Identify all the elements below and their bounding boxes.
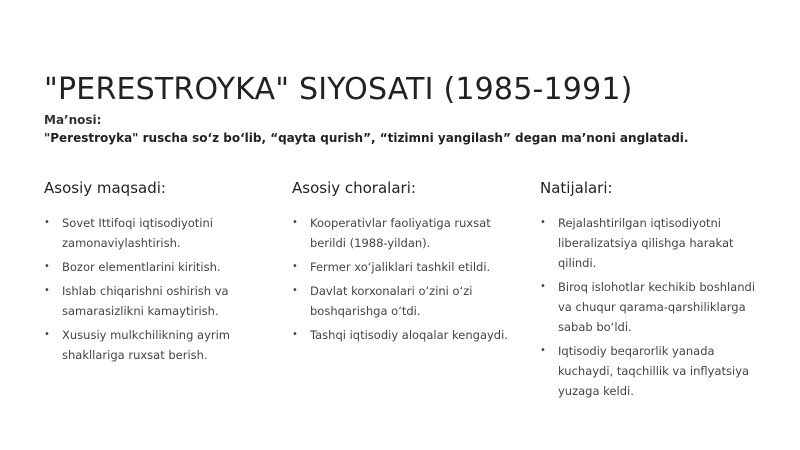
bullet-icon: • [292, 285, 298, 296]
bullet-icon: • [44, 285, 50, 296]
bullet-icon: • [44, 217, 50, 228]
list-item-text: Ishlab chiqarishni oshirish va samarasizlikni kamaytirish. [62, 284, 229, 318]
meaning-label: Ma’nosi: [44, 113, 102, 127]
list-item [44, 257, 274, 277]
list-item-text: Fermer xo‘jaliklari tashkil etildi. [310, 260, 491, 274]
bullet-list [44, 213, 274, 365]
page-title: "PERESTROYKA" SIYOSATI (1985-1991) [44, 72, 633, 108]
list-item-text: Bozor elementlarini kiritish. [62, 260, 221, 274]
bullet-list [540, 213, 770, 401]
column-heading: Asosiy maqsadi: [44, 179, 166, 197]
column-heading: Natijalari: [540, 179, 613, 197]
bullet-icon: • [44, 329, 50, 340]
bullet-icon: • [540, 217, 546, 228]
list-item-text: Tashqi iqtisodiy aloqalar kengaydi. [310, 328, 508, 342]
bullet-icon: • [540, 281, 546, 292]
bullet-icon: • [292, 217, 298, 228]
list-item-text: Kooperativlar faoliyatiga ruxsat berildi (1988-yildan). [310, 216, 491, 250]
bullet-icon: • [540, 345, 546, 356]
bullet-icon: • [292, 261, 298, 272]
bullet-icon: • [44, 261, 50, 272]
list-item [292, 213, 522, 253]
column-heading: Asosiy choralari: [292, 179, 416, 197]
list-item [540, 213, 770, 273]
column-goals [44, 179, 274, 369]
meaning-text: "Perestroyka" ruscha so‘z bo‘lib, “qayta qurish”, “tizimni yangilash” degan ma’noni anglatadi. [44, 131, 689, 145]
bullet-icon: • [292, 329, 298, 340]
list-item [44, 213, 274, 253]
list-item [44, 325, 274, 365]
bullet-list [292, 213, 522, 345]
meaning-block [44, 111, 764, 147]
list-item-text: Rejalashtirilgan iqtisodiyotni liberalizatsiya qilishga harakat qilindi. [558, 216, 734, 270]
list-item [292, 281, 522, 321]
column-measures [292, 179, 522, 349]
list-item [44, 281, 274, 321]
list-item-text: Davlat korxonalari o‘zini o‘zi boshqarishga o‘tdi. [310, 284, 473, 318]
list-item-text: Sovet Ittifoqi iqtisodiyotini zamonaviylashtirish. [62, 216, 213, 250]
column-results [540, 179, 770, 405]
list-item-text: Xususiy mulkchilikning ayrim shakllariga ruxsat berish. [62, 328, 231, 362]
list-item [292, 257, 522, 277]
list-item [540, 277, 770, 337]
list-item [540, 341, 770, 401]
list-item [292, 325, 522, 345]
list-item-text: Biroq islohotlar kechikib boshlandi va chuqur qarama-qarshiliklarga sabab bo‘ldi. [558, 280, 756, 334]
list-item-text: Iqtisodiy beqarorlik yanada kuchaydi, taqchillik va inflyatsiya yuzaga keldi. [558, 344, 750, 398]
